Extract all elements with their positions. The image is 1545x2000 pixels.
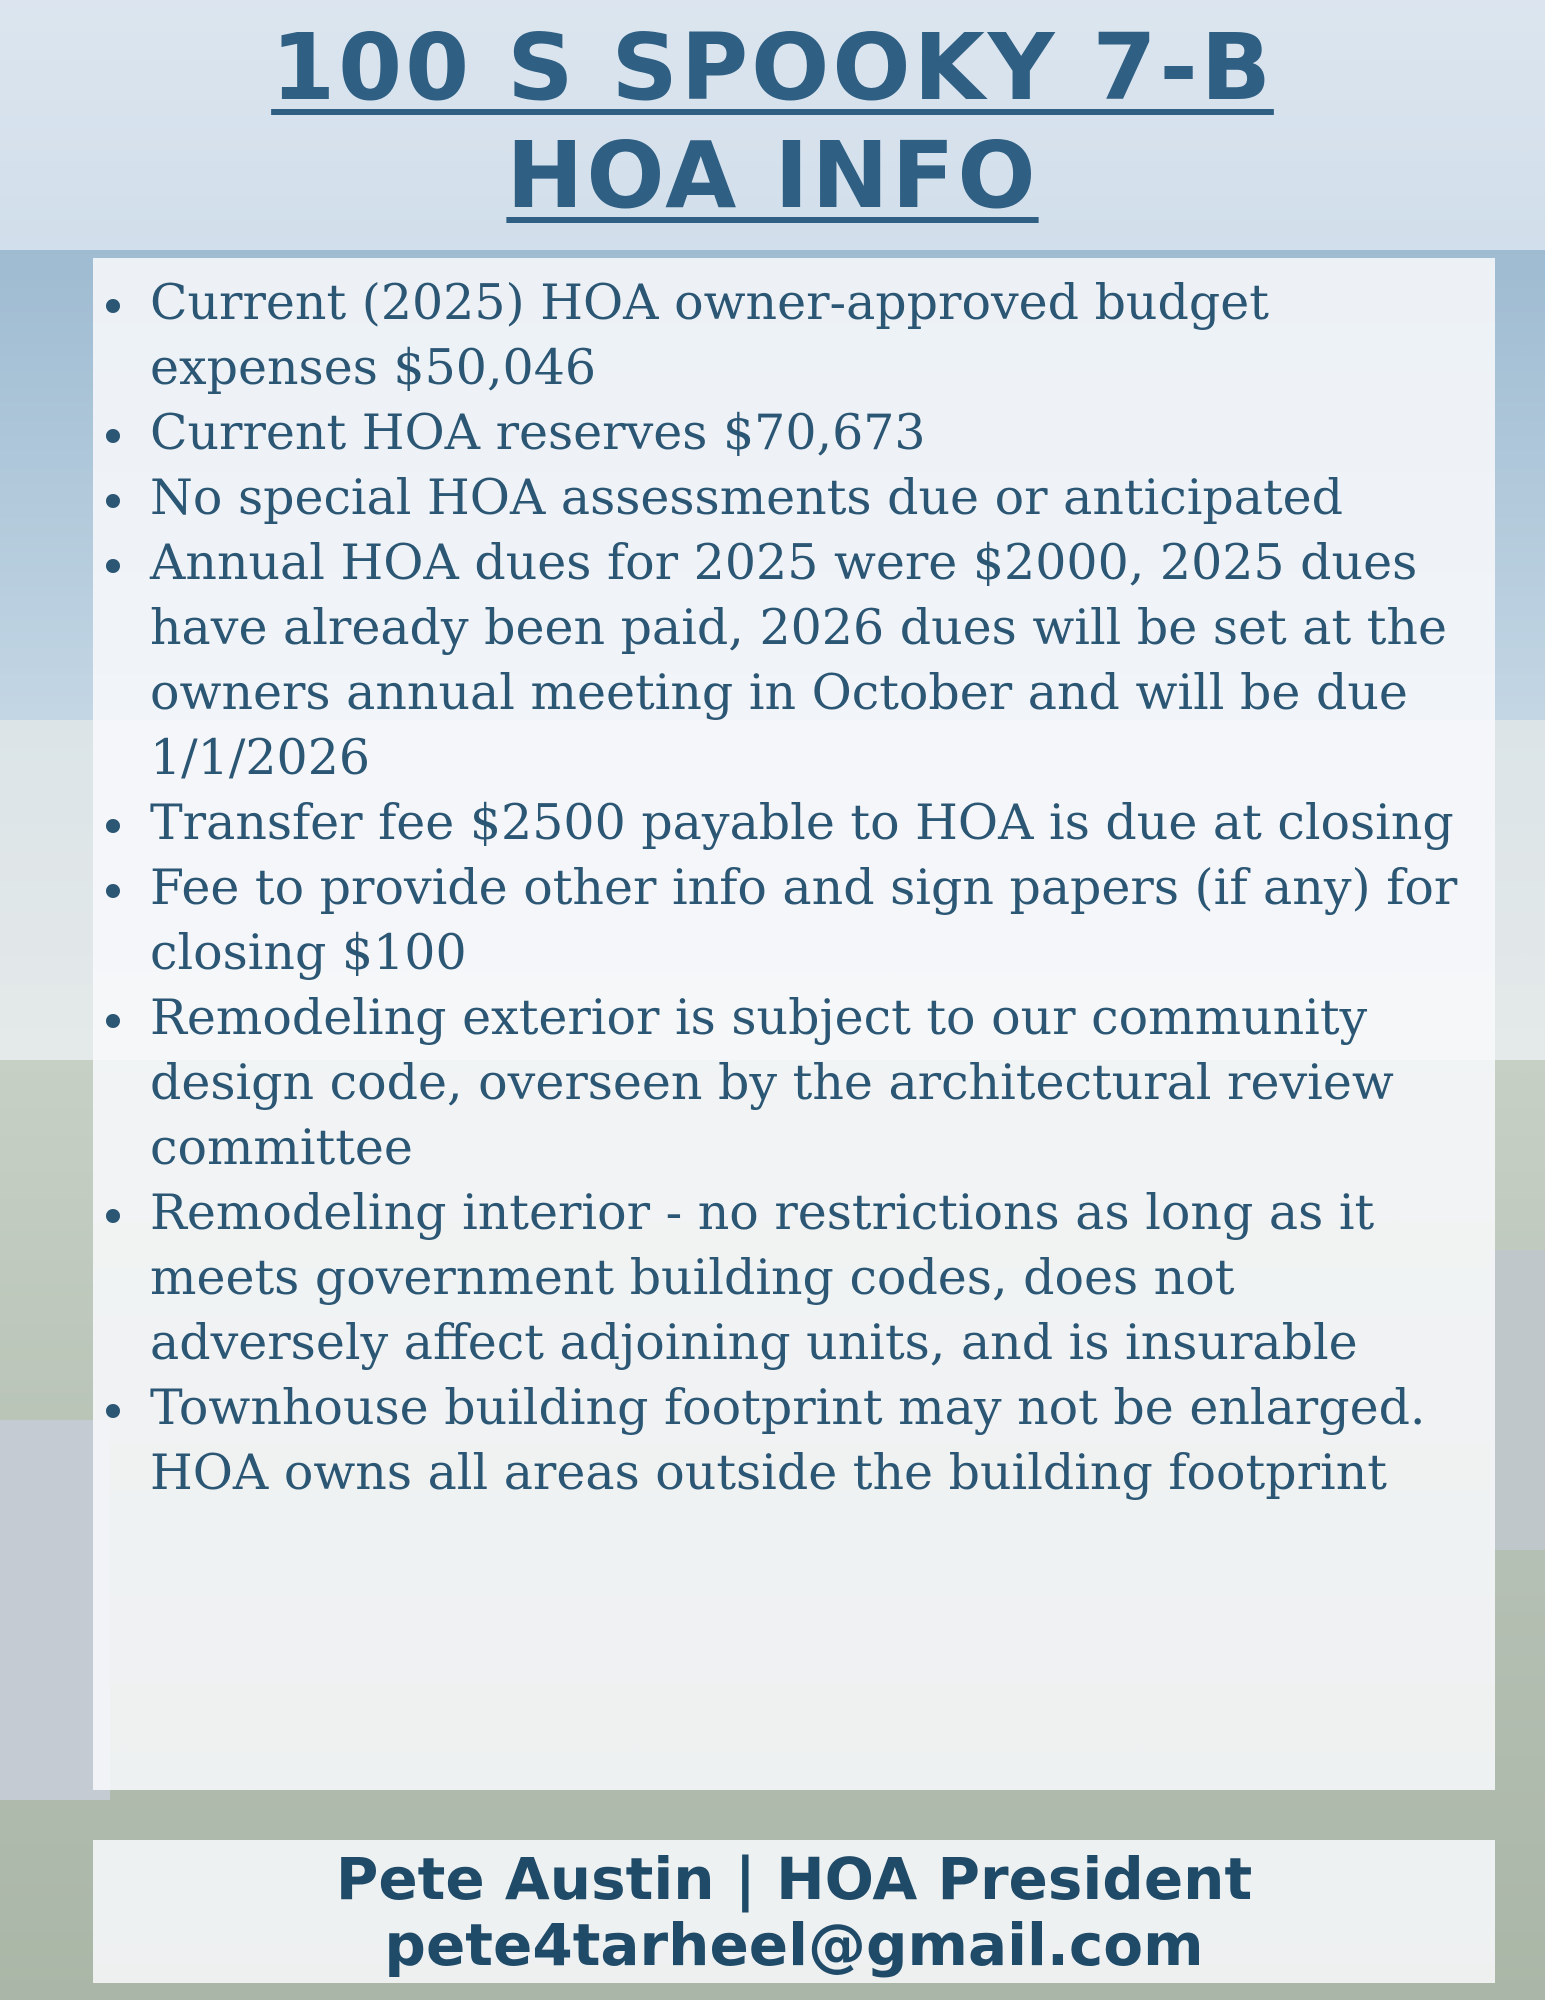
contact-name-title: Pete Austin | HOA President: [335, 1845, 1253, 1913]
contact-email[interactable]: pete4tarheel@gmail.com: [384, 1911, 1204, 1979]
title-line-1: 100 S SPOOKY 7-B: [271, 14, 1274, 121]
list-item: No special HOA assessments due or anticipated: [150, 465, 1485, 530]
list-item: Transfer fee $2500 payable to HOA is due at closing: [150, 790, 1485, 855]
list-item: Fee to provide other info and sign papers (if any) for closing $100: [150, 855, 1485, 985]
list-item: Townhouse building footprint may not be enlarged. HOA owns all areas outside the building footprint: [150, 1375, 1485, 1505]
list-item: Remodeling exterior is subject to our community design code, overseen by the architectural review committee: [150, 985, 1485, 1180]
list-item: Current (2025) HOA owner-approved budget expenses $50,046: [150, 270, 1485, 400]
list-item: Current HOA reserves $70,673: [150, 400, 1485, 465]
info-panel: [93, 258, 1495, 1790]
title-line-2: HOA INFO: [506, 122, 1039, 229]
list-item: Remodeling interior - no restrictions as long as it meets government building codes, does not adversely affect adjoining units, and is insurable: [150, 1180, 1485, 1375]
info-list: [93, 258, 1495, 1505]
list-item: Annual HOA dues for 2025 were $2000, 2025 dues have already been paid, 2026 dues will be set at the owners annual meeting in October and will be due 1/1/2026: [150, 530, 1485, 790]
page-title: [0, 14, 1545, 230]
contact-box: [93, 1840, 1495, 1983]
